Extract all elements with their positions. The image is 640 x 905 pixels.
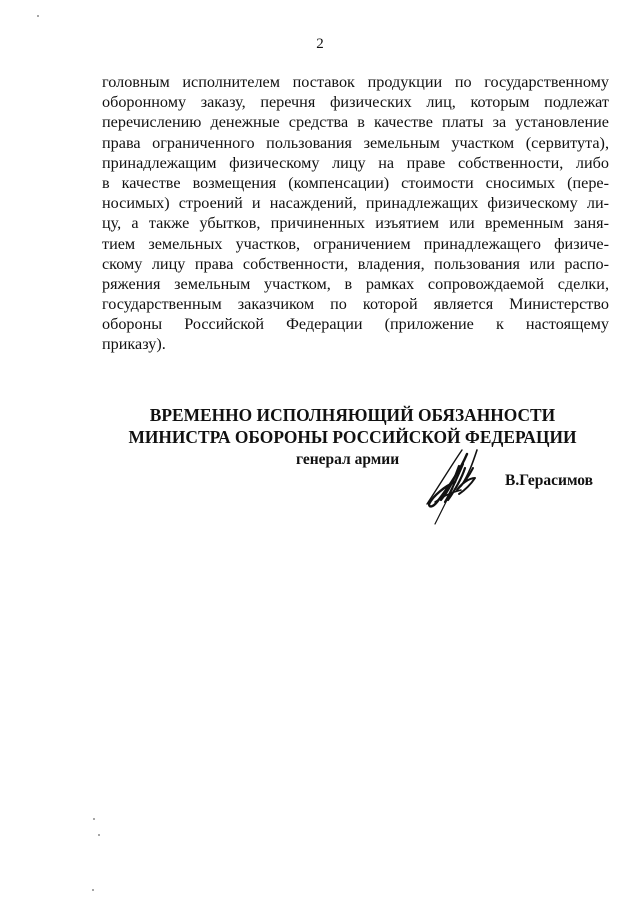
scan-speck xyxy=(93,818,95,820)
paragraph-line: обороны Российской Федерации (приложение к настоящему xyxy=(102,315,609,334)
paragraph-line: перечислению денежные средства в качестве платы за установление xyxy=(102,113,609,132)
paragraph-line: государственным заказчиком по которой является Министерство xyxy=(102,295,609,314)
paragraph-line: в качестве возмещения (компенсации) стоимости сносимых (пере- xyxy=(102,173,609,192)
signatory-title-line-2: МИНИСТРА ОБОРОНЫ РОССИЙСКОЙ ФЕДЕРАЦИИ xyxy=(128,427,577,447)
signatory-rank: генерал армии xyxy=(296,451,400,468)
body-paragraph xyxy=(102,72,609,355)
paragraph-line: головным исполнителем поставок продукции по государственному xyxy=(102,73,609,91)
handwritten-signature-icon xyxy=(415,444,505,534)
scan-speck xyxy=(37,15,39,17)
paragraph-line: носимых) строений и насаждений, принадлежащих физическому ли- xyxy=(102,194,609,213)
paragraph-line: ряжения земельным участком, в рамках сопровождаемой сделки, xyxy=(102,274,609,293)
paragraph-line: скому лицу права собственности, владения, пользования или распо- xyxy=(102,254,609,273)
paragraph-line: принадлежащим физическому лицу на праве собственности, либо xyxy=(102,153,609,172)
paragraph-line: тием земельных участков, ограничением принадлежащего физиче- xyxy=(102,234,609,253)
scan-speck xyxy=(98,834,100,836)
scan-speck xyxy=(92,889,94,891)
paragraph-line: права ограниченного пользования земельным участком (сервитута), xyxy=(102,133,609,152)
paragraph-line: цу, а также убытков, причиненных изъятием или временным заня- xyxy=(102,214,609,233)
page-number: 2 xyxy=(316,36,324,52)
paragraph-line: оборонному заказу, перечня физических лиц, которым подлежат xyxy=(102,93,609,112)
signatory-name: В.Герасимов xyxy=(505,472,594,489)
signatory-title-line-1: ВРЕМЕННО ИСПОЛНЯЮЩИЙ ОБЯЗАННОСТИ xyxy=(149,405,556,425)
paragraph-line: приказу). xyxy=(102,335,166,354)
